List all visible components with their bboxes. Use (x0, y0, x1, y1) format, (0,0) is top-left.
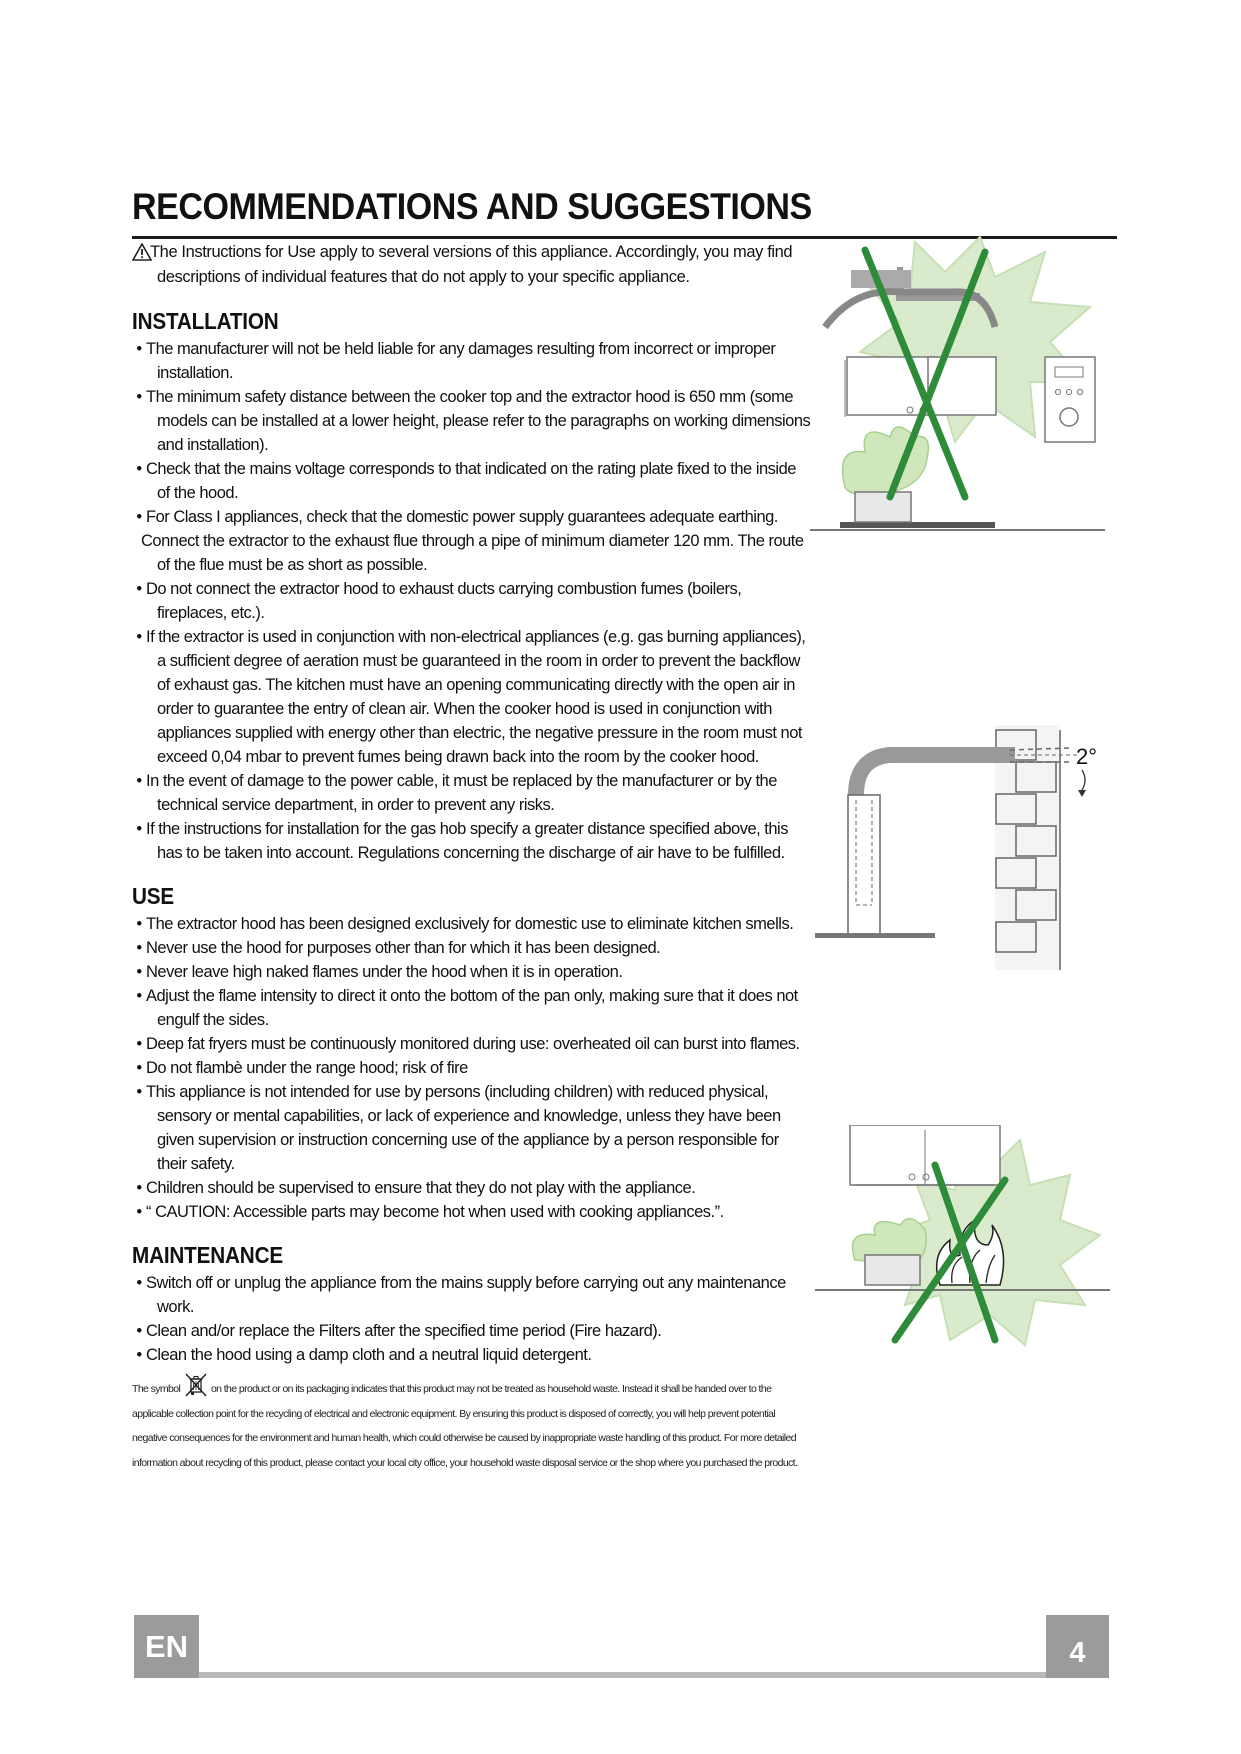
list-item: • Adjust the flame intensity to direct it onto the bottom of the pan only, making sure that it does not engulf the sides. (136, 987, 798, 1029)
list-item: • The minimum safety distance between the cooker top and the extractor hood is 650 mm (some models can be installed at a lower height, please refer to the paragraphs on working dimensions and installation). (136, 388, 811, 454)
crossed-out-bin-icon (183, 1372, 209, 1398)
text-column (132, 240, 812, 1367)
list-item: • Do not flambè under the range hood; risk of fire (136, 1059, 468, 1077)
list-item: • “ CAUTION: Accessible parts may become hot when used with cooking appliances.”. (136, 1203, 724, 1221)
list-item: • The manufacturer will not be held liable for any damages resulting from incorrect or improper installation. (136, 340, 776, 382)
page-number: 4 (1046, 1615, 1109, 1678)
weee-disposal-notice: The symbol on the product or on its packaging indicates that this product may not be treated as household waste. Instead it shall be handed over to the applicable collection point for the recycling of electrical and electronic equipment. By ensuring this product is disposed of correctly, you will help prevent potential negative consequences for the environment and human health, which could otherwise be caused by inappropriate waste handling of this product. For more detailed information about recycling of this product, please contact your local city office, your household waste disposal service or the shop where you purchased the product. (132, 1372, 804, 1475)
use-heading: USE (132, 883, 175, 909)
list-item: • Never leave high naked flames under the hood when it is in operation. (136, 963, 623, 981)
maintenance-heading: MAINTENANCE (132, 1242, 283, 1268)
list-item: • Do not connect the extractor hood to exhaust ducts carrying combustion fumes (boilers, fireplaces, etc.). (136, 580, 742, 622)
intro-line-2: descriptions of individual features that do not apply to your specific appliance. (157, 268, 690, 286)
page-title: RECOMMENDATIONS AND SUGGESTIONS (132, 186, 812, 227)
intro-line-1: The Instructions for Use apply to several versions of this appliance. Accordingly, you may find (150, 243, 793, 261)
list-item: • This appliance is not intended for use by persons (including children) with reduced physical, sensory or mental capabilities, or lack of experience and knowledge, unless they have been given supervision or instruction concerning use of the appliance by a person responsible for their safety. (136, 1083, 781, 1173)
list-item: • For Class I appliances, check that the domestic power supply guarantees adequate earthing. (136, 508, 778, 526)
list-item: • Never use the hood for purposes other than for which it has been designed. (136, 939, 661, 957)
installation-heading: INSTALLATION (132, 308, 279, 334)
use-list (132, 912, 812, 1224)
list-item: • Clean the hood using a damp cloth and a neutral liquid detergent. (136, 1346, 592, 1364)
list-item: • Children should be supervised to ensure that they do not play with the appliance. (136, 1179, 696, 1197)
figure-duct-slope (810, 720, 1110, 970)
footer-bar (134, 1672, 1109, 1678)
list-item: • Switch off or unplug the appliance from the mains supply before carrying out any maintenance work. (136, 1274, 786, 1316)
list-item: • If the extractor is used in conjunction with non-electrical appliances (e.g. gas burning appliances), a sufficient degree of aeration must be guaranteed in the room in order to prevent the backflow of exhaust gas. The kitchen must have an opening communicating directly with the open air in order to guarantee the entry of clean air. When the cooker hood is used in conjunction with appliances supplied with energy other than electric, the negative pressure in the room must not exceed 0,04 mbar to prevent fumes being drawn back into the room by the cooker hood. (136, 628, 806, 766)
warning-triangle-icon (132, 243, 152, 261)
figure-no-flambe (810, 1125, 1110, 1350)
angle-label: 2° (1076, 744, 1098, 769)
list-item: • The extractor hood has been designed exclusively for domestic use to eliminate kitchen smells. (136, 915, 794, 933)
list-item: • Clean and/or replace the Filters after the specified time period (Fire hazard). (136, 1322, 662, 1340)
list-item: • Deep fat fryers must be continuously monitored during use: overheated oil can burst into flames. (136, 1035, 800, 1053)
figure-incorrect-installation (805, 232, 1115, 537)
list-item: • Check that the mains voltage corresponds to that indicated on the rating plate fixed to the inside of the hood. (136, 460, 796, 502)
language-tag: EN (134, 1615, 199, 1678)
list-item: • In the event of damage to the power cable, it must be replaced by the manufacturer or by the technical service department, in order to prevent any risks. (136, 772, 777, 814)
list-item: Connect the extractor to the exhaust flue through a pipe of minimum diameter 120 mm. The route of the flue must be as short as possible. (141, 532, 804, 574)
intro-paragraph (132, 240, 812, 290)
maintenance-list (132, 1271, 812, 1367)
list-item: • If the instructions for installation for the gas hob specify a greater distance specified above, this has to be taken into account. Regulations concerning the discharge of air have to be fulfilled. (136, 820, 788, 862)
installation-list (132, 337, 812, 865)
